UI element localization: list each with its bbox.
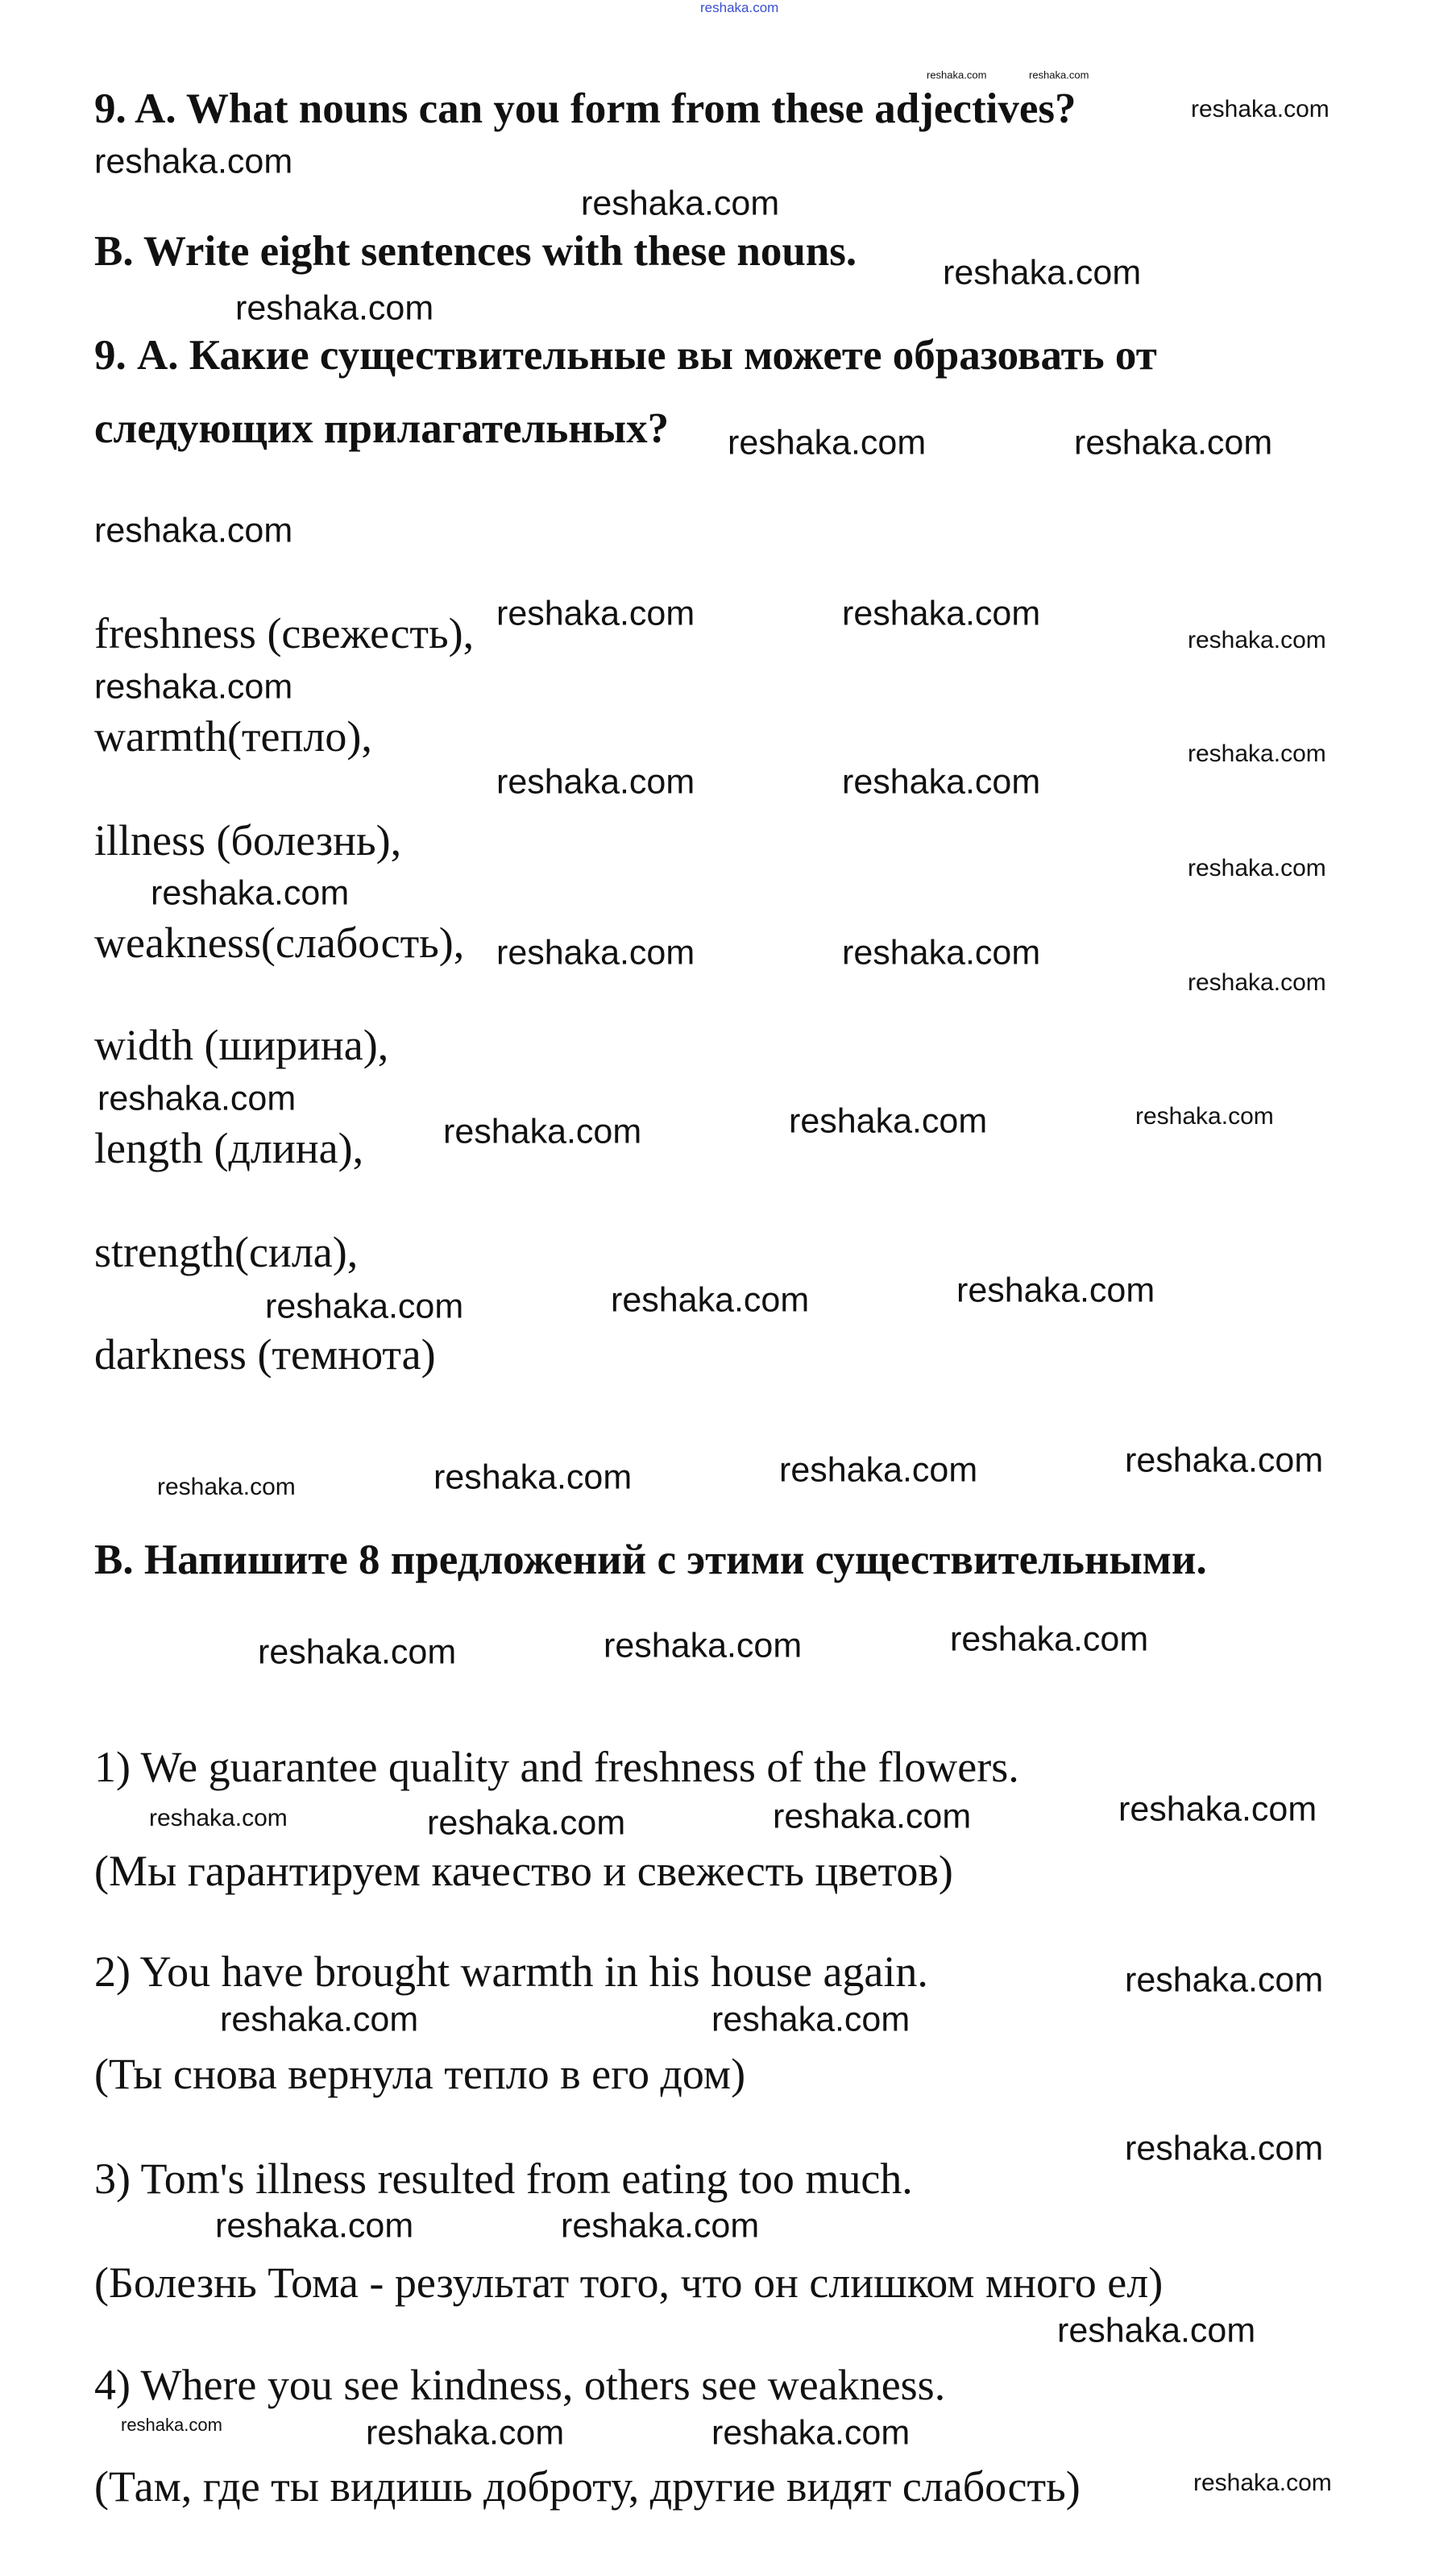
watermark-text: reshaka.com: [927, 68, 987, 81]
watermark-text: reshaka.com: [711, 2413, 911, 2453]
noun-item: strength(сила),: [94, 1228, 359, 1276]
watermark-text: reshaka.com: [157, 1474, 296, 1500]
watermark-text: reshaka.com: [950, 1620, 1149, 1659]
sentence-ru: (Там, где ты видишь доброту, другие видят слабость): [94, 2462, 1081, 2511]
watermark-text: reshaka.com: [265, 1287, 464, 1326]
watermark-text: reshaka.com: [1125, 1960, 1324, 2000]
watermark-text: reshaka.com: [1057, 2311, 1256, 2350]
sentence-ru: (Мы гарантируем качество и свежесть цветов): [94, 1847, 953, 1895]
watermark-text: reshaka.com: [581, 184, 780, 223]
sentence-en: 3) Tom's illness resulted from eating too much.: [94, 2154, 913, 2203]
watermark-text: reshaka.com: [97, 1079, 297, 1118]
watermark-text: reshaka.com: [1188, 627, 1326, 653]
watermark-text: reshaka.com: [94, 142, 293, 181]
watermark-text: reshaka.com: [220, 2000, 419, 2039]
watermark-text: reshaka.com: [700, 0, 779, 15]
watermark-text: reshaka.com: [427, 1803, 626, 1843]
task-a-heading-ru-line2: следующих прилагательных?: [94, 405, 670, 452]
watermark-text: reshaka.com: [789, 1101, 988, 1141]
watermark-text: reshaka.com: [258, 1632, 457, 1672]
watermark-text: reshaka.com: [1188, 740, 1326, 767]
watermark-text: reshaka.com: [711, 2000, 911, 2039]
noun-item: length (длина),: [94, 1124, 364, 1172]
watermark-text: reshaka.com: [943, 253, 1142, 292]
watermark-text: reshaka.com: [561, 2206, 760, 2246]
sentence-ru: (Ты снова вернула тепло в его дом): [94, 2050, 746, 2098]
watermark-text: reshaka.com: [1125, 1441, 1324, 1480]
noun-item: darkness (темнота): [94, 1330, 436, 1379]
watermark-text: reshaka.com: [1191, 96, 1329, 122]
watermark-text: reshaka.com: [773, 1797, 972, 1836]
watermark-text: reshaka.com: [121, 2415, 222, 2435]
watermark-text: reshaka.com: [779, 1450, 978, 1490]
sentence-en: 2) You have brought warmth in his house again.: [94, 1947, 928, 1996]
watermark-text: reshaka.com: [1125, 2129, 1324, 2168]
watermark-text: reshaka.com: [1118, 1790, 1317, 1829]
noun-item: weakness(слабость),: [94, 919, 465, 967]
watermark-text: reshaka.com: [1135, 1103, 1274, 1130]
watermark-text: reshaka.com: [215, 2206, 414, 2246]
task-b-heading-ru: B. Напишите 8 предложений с этими существительными.: [94, 1537, 1207, 1583]
watermark-text: reshaka.com: [149, 1805, 288, 1831]
watermark-text: reshaka.com: [1193, 2470, 1332, 2496]
watermark-text: reshaka.com: [842, 933, 1041, 973]
watermark-text: reshaka.com: [842, 762, 1041, 802]
watermark-text: reshaka.com: [956, 1271, 1155, 1310]
watermark-text: reshaka.com: [1074, 423, 1273, 462]
watermark-text: reshaka.com: [496, 594, 695, 633]
task-a-heading-ru-line1: 9. А. Какие существительные вы можете образовать от: [94, 332, 1157, 379]
task-a-heading-en: 9. A. What nouns can you form from these adjectives?: [94, 85, 1076, 132]
sentence-ru: (Болезнь Тома - результат того, что он слишком много ел): [94, 2258, 1164, 2307]
watermark-text: reshaka.com: [151, 873, 350, 913]
watermark-text: reshaka.com: [496, 933, 695, 973]
sentence-en: 4) Where you see kindness, others see weakness.: [94, 2361, 946, 2409]
watermark-text: reshaka.com: [366, 2413, 565, 2453]
watermark-text: reshaka.com: [611, 1280, 810, 1320]
noun-item: warmth(тепло),: [94, 712, 372, 761]
watermark-text: reshaka.com: [1029, 68, 1089, 81]
watermark-text: reshaka.com: [94, 511, 293, 550]
watermark-text: reshaka.com: [433, 1458, 633, 1497]
task-b-heading-en: B. Write eight sentences with these nouns.: [94, 228, 857, 275]
watermark-text: reshaka.com: [842, 594, 1041, 633]
watermark-text: reshaka.com: [235, 288, 434, 328]
sentence-en: 1) We guarantee quality and freshness of the flowers.: [94, 1743, 1019, 1791]
watermark-text: reshaka.com: [94, 667, 293, 707]
watermark-text: reshaka.com: [604, 1626, 803, 1665]
noun-item: illness (болезнь),: [94, 816, 402, 865]
noun-item: width (ширина),: [94, 1021, 389, 1069]
watermark-text: reshaka.com: [1188, 969, 1326, 996]
watermark-text: reshaka.com: [1188, 855, 1326, 881]
noun-item: freshness (свежесть),: [94, 609, 475, 657]
watermark-text: reshaka.com: [496, 762, 695, 802]
watermark-text: reshaka.com: [728, 423, 927, 462]
watermark-text: reshaka.com: [443, 1112, 642, 1151]
